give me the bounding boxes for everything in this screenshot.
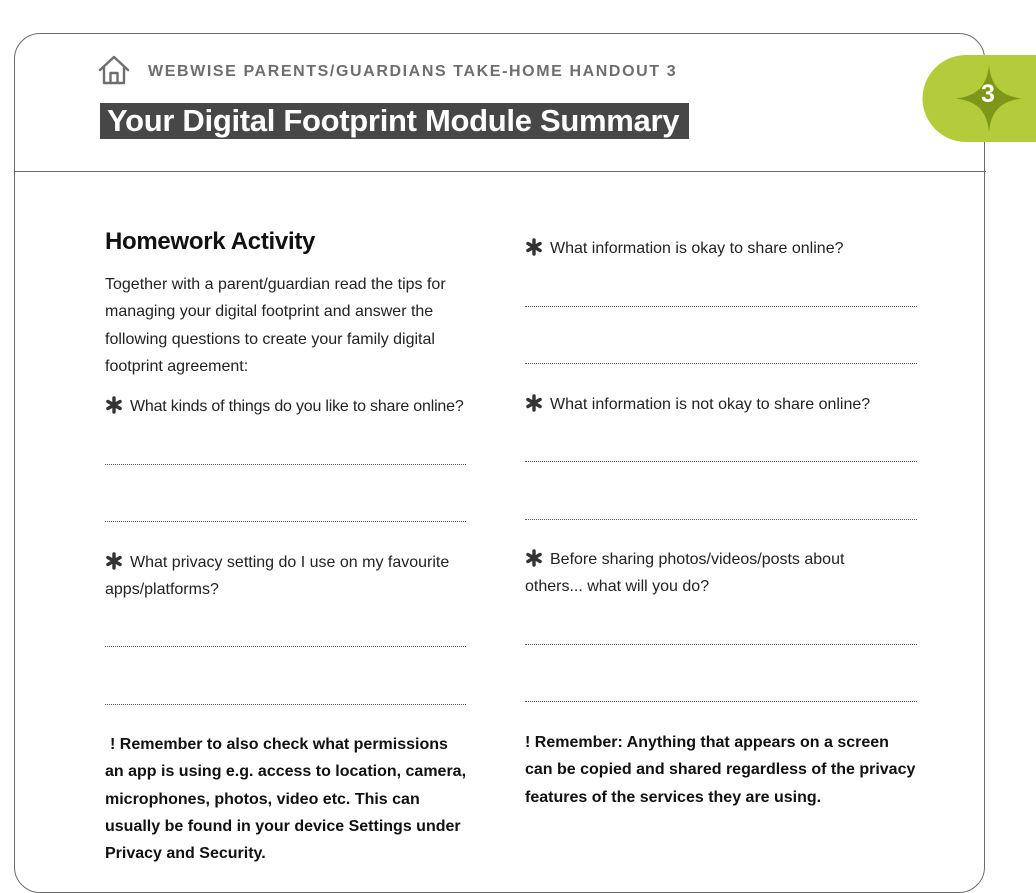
question-not-okay-to-share (525, 391, 945, 418)
answer-line (525, 644, 917, 645)
question-text: others... what will you do? (525, 578, 710, 596)
remember-note-permissions (105, 731, 495, 867)
asterisk-icon (525, 549, 543, 567)
answer-line (105, 704, 466, 705)
remember-note-copying (525, 729, 935, 811)
note-line: Remember: Anything that appears on a screen (534, 734, 889, 751)
note-line: usually be found in your device Settings under (105, 817, 461, 835)
answer-line (105, 464, 466, 465)
question-share-things (105, 393, 485, 420)
page-title: Your Digital Footprint Module Summary (107, 103, 680, 138)
page-title-bar (100, 103, 689, 139)
exclamation-icon: ! (110, 736, 116, 753)
header-divider (14, 171, 986, 172)
handout-number: 3 (981, 80, 995, 108)
question-text: apps/platforms? (105, 581, 219, 599)
note-line: microphones, photos, video etc. This can (105, 790, 420, 808)
answer-line (525, 363, 917, 364)
exclamation-icon: ! (525, 734, 531, 751)
note-line: an app is using e.g. access to location, camera, (105, 763, 467, 781)
answer-line (525, 306, 917, 307)
answer-line (525, 701, 917, 702)
home-icon (98, 55, 130, 85)
answer-line (525, 519, 917, 520)
question-text: Before sharing photos/videos/posts about (550, 551, 845, 568)
question-text: What privacy setting do I use on my favourite (130, 554, 450, 571)
asterisk-icon (525, 238, 543, 256)
answer-line (105, 646, 466, 647)
section-heading: Homework Activity (105, 228, 316, 255)
handout-kicker: WEBWISE PARENTS/GUARDIANS TAKE-HOME HANDOUT 3 (148, 63, 678, 80)
question-privacy-setting (105, 549, 485, 604)
question-okay-to-share (525, 235, 945, 262)
note-line: can be copied and shared regardless of the privacy (525, 761, 916, 779)
answer-line (525, 461, 917, 462)
note-line: Remember to also check what permissions (119, 736, 448, 753)
answer-line (105, 521, 466, 522)
intro-text: Together with a parent/guardian read the tips for managing your digital footprint and answer the following questions to create your family digital footprint agreement: (105, 276, 446, 375)
question-text: What kinds of things do you like to share online? (130, 398, 464, 415)
question-text: What information is not okay to share online? (550, 396, 871, 413)
asterisk-icon (525, 394, 543, 412)
question-before-sharing (525, 546, 945, 601)
asterisk-icon (105, 552, 123, 570)
note-line: Privacy and Security. (105, 845, 266, 863)
note-line: features of the services they are using. (525, 788, 822, 806)
question-text: What information is okay to share online? (550, 240, 844, 257)
asterisk-icon (105, 396, 123, 414)
